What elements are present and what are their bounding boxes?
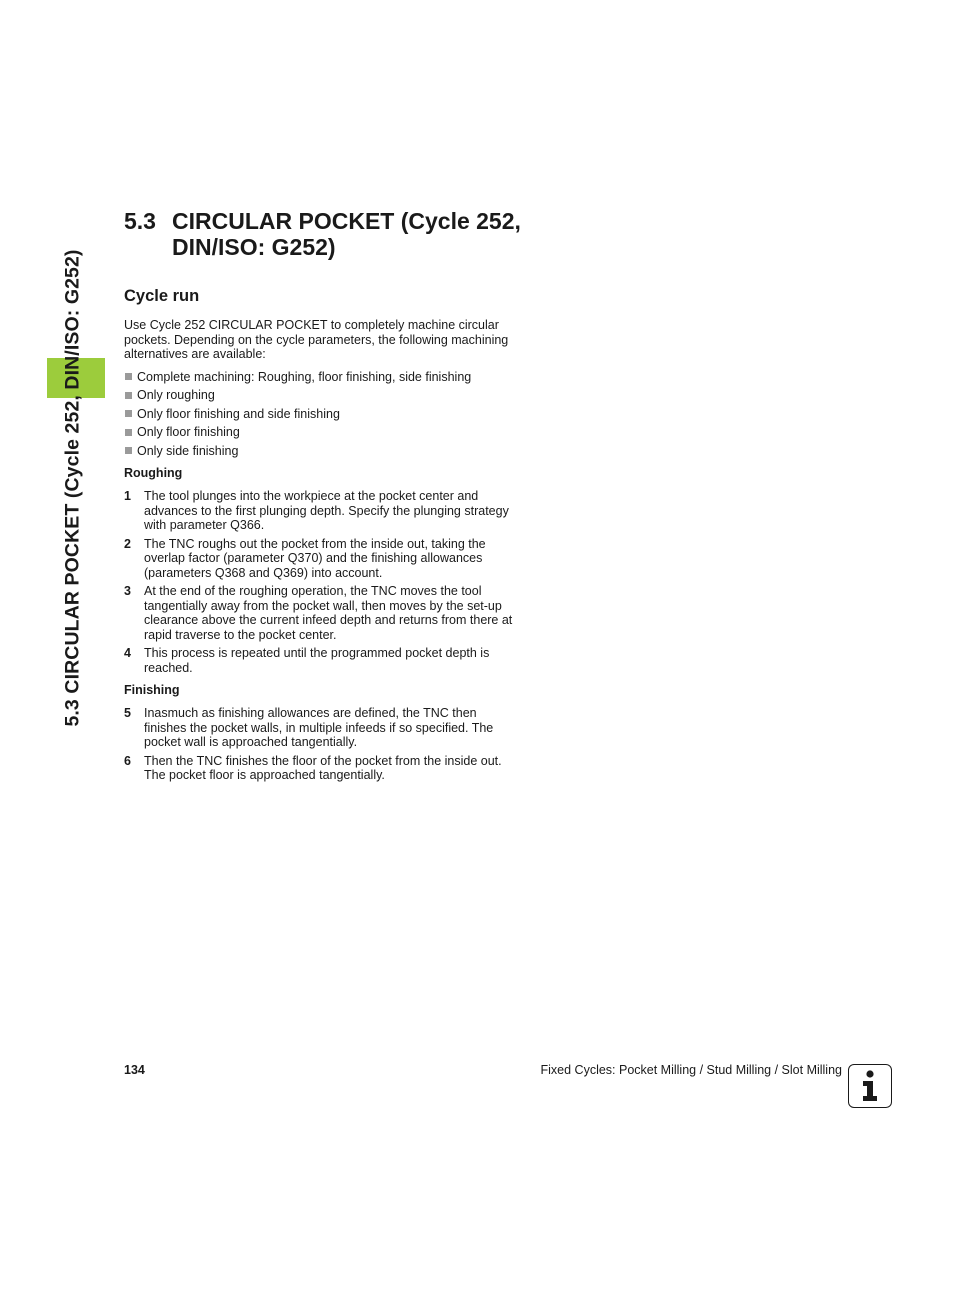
step-item: 3 At the end of the roughing operation, the TNC moves the tool tangentially away from the pocket wall, then moves by the set-up clearance above the current infeed depth and returns from there at rapid traverse to the pocket center.: [124, 584, 513, 642]
list-item: Only floor finishing: [124, 425, 524, 440]
roughing-heading: Roughing: [124, 466, 183, 480]
list-item: Only side finishing: [124, 444, 524, 459]
intro-paragraph: Use Cycle 252 CIRCULAR POCKET to completely machine circular pockets. Depending on the cycle parameters, the following machining alternatives are available:: [124, 318, 509, 361]
roughing-steps: [124, 489, 524, 675]
bullet-square-icon: [125, 429, 132, 436]
step-item: 5 Inasmuch as finishing allowances are defined, the TNC then finishes the pocket walls, in multiple infeeds if so specified. The pocket wall is approached tangentially.: [124, 706, 494, 749]
section-heading: [124, 208, 524, 260]
step-item: 6 Then the TNC finishes the floor of the pocket from the inside out. The pocket floor is approached tangentially.: [124, 753, 502, 782]
bullet-square-icon: [125, 373, 132, 380]
list-item: Complete machining: Roughing, floor finishing, side finishing: [124, 370, 524, 385]
section-title: CIRCULAR POCKET (Cycle 252, DIN/ISO: G252): [172, 208, 521, 260]
bullet-square-icon: [125, 410, 132, 417]
page-number: 134: [124, 1063, 145, 1077]
list-item: Only roughing: [124, 388, 524, 403]
section-number: 5.3: [124, 208, 156, 234]
subsection-heading: Cycle run: [124, 287, 200, 305]
finishing-heading: Finishing: [124, 683, 180, 697]
info-icon: [848, 1064, 892, 1108]
bullet-square-icon: [125, 392, 132, 399]
step-item: 4 This process is repeated until the programmed pocket depth is reached.: [124, 646, 490, 675]
finishing-steps: [124, 706, 524, 783]
bullet-square-icon: [125, 447, 132, 454]
side-section-title: 5.3 CIRCULAR POCKET (Cycle 252, DIN/ISO: G252): [61, 249, 84, 727]
machining-alternatives-list: [124, 370, 524, 459]
step-item: 1 The tool plunges into the workpiece at the pocket center and advances to the first plunging depth. Specify the plunging strategy with parameter Q366.: [124, 489, 509, 532]
main-content: [124, 208, 524, 787]
info-glyph: [849, 1065, 891, 1107]
chapter-title: Fixed Cycles: Pocket Milling / Stud Milling / Slot Milling: [540, 1063, 842, 1077]
list-item: Only floor finishing and side finishing: [124, 407, 524, 422]
step-item: 2 The TNC roughs out the pocket from the inside out, taking the overlap factor (parameter Q370) and the finishing allowances (parameters Q368 and Q369) into account.: [124, 536, 486, 580]
